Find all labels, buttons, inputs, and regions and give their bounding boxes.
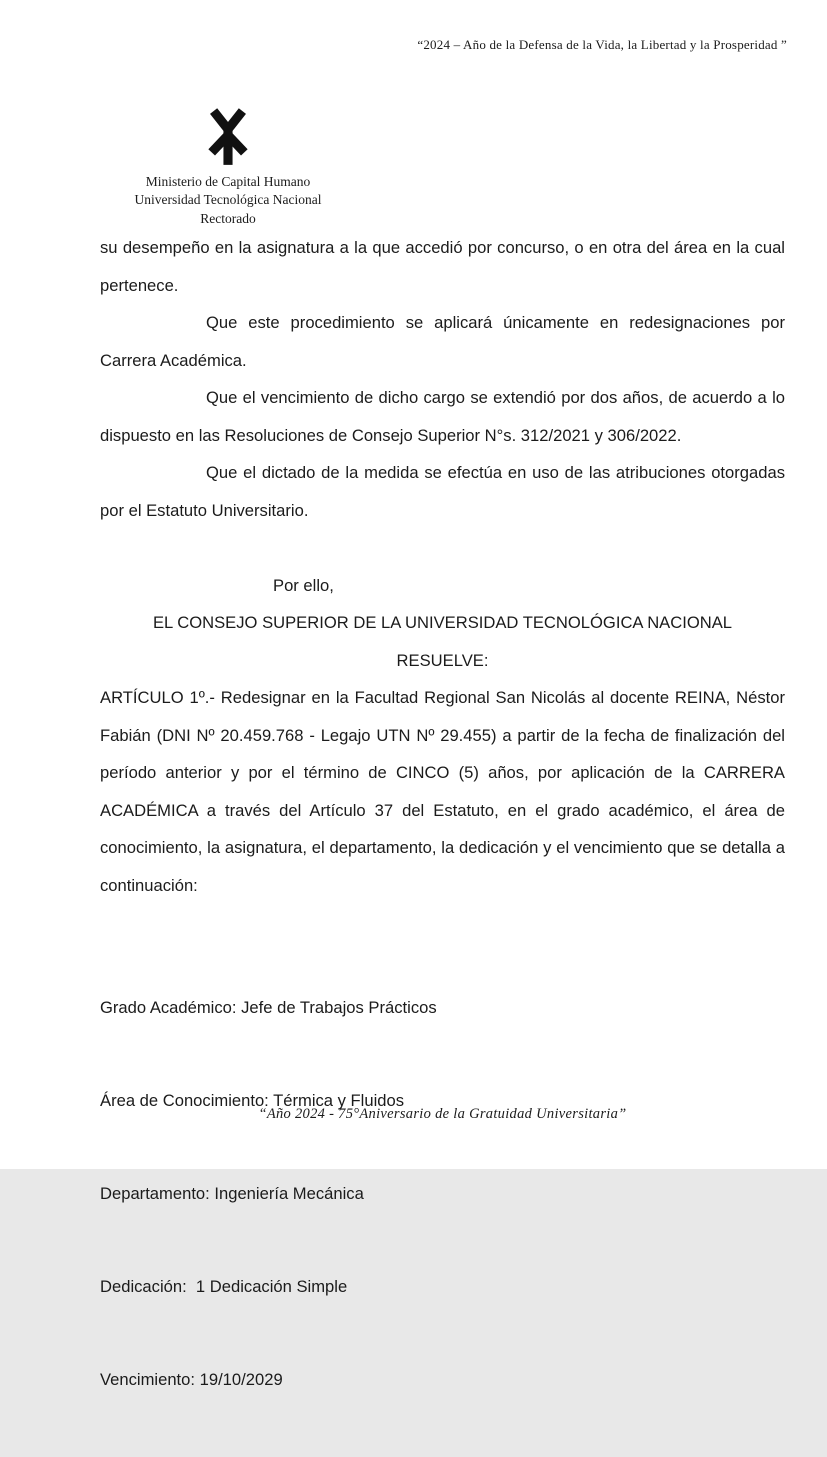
document-body [100,229,785,1457]
body-paragraph-atribuciones: Que el dictado de la medida se efectúa en uso de las atribuciones otorgadas por el Estatuto Universitario. [100,463,785,520]
utn-logo-icon [204,110,252,165]
por-ello-line: Por ello, [273,575,334,595]
articulo-1-paragraph: ARTÍCULO 1º.- Redesignar en la Facultad Regional San Nicolás al docente REINA, Néstor Fabián (DNI Nº 20.459.768 - Legajo UTN Nº 29.455) a partir de la fecha de finalización del período anterior y por el término de CINCO (5) años, por aplicación de la CARRERA ACADÉMICA a través del Artículo 37 del Estatuto, en el grado académico, el área de conocimiento, la asignatura, el departamento, la dedicación y el vencimiento que se detalla a continuación: [100,688,785,895]
body-paragraph-continuation: su desempeño en la asignatura a la que accedió por concurso, o en otra del área en la cual pertenece. [100,238,785,295]
footer-anniversary-line: “Año 2024 - 75°Aniversario de la Gratuidad Universitaria” [258,1106,627,1122]
letterhead-line-university: Universidad Tecnológica Nacional [134,192,322,207]
letterhead [100,110,356,228]
header-year-line: “2024 – Año de la Defensa de la Vida, la Libertad y la Prosperidad ” [417,37,787,52]
letterhead-line-rectorado: Rectorado [200,210,256,226]
body-paragraph-procedimiento: Que este procedimiento se aplicará únicamente en redesignaciones por Carrera Académica. [100,313,785,370]
detail-grado-academico: Grado Académico: Jefe de Trabajos Prácticos [100,998,437,1017]
detail-dedicacion: Dedicación: 1 Dedicación Simple [100,1277,348,1296]
letterhead-line-ministry: Ministerio de Capital Humano [145,173,311,189]
detail-vencimiento: Vencimiento: 19/10/2029 [100,1370,283,1389]
detail-area-conocimiento: Área de Conocimiento: Térmica y Fluidos [100,1091,405,1110]
consejo-superior-line: EL CONSEJO SUPERIOR DE LA UNIVERSIDAD TECNOLÓGICA NACIONAL [152,613,733,632]
designation-details [100,930,785,1457]
resuelve-line: RESUELVE: [396,650,489,670]
body-paragraph-vencimiento: Que el vencimiento de dicho cargo se extendió por dos años, de acuerdo a lo dispuesto en las Resoluciones de Consejo Superior N°s. 312/2021 y 306/2022. [100,388,785,445]
detail-departamento: Departamento: Ingeniería Mecánica [100,1184,364,1203]
